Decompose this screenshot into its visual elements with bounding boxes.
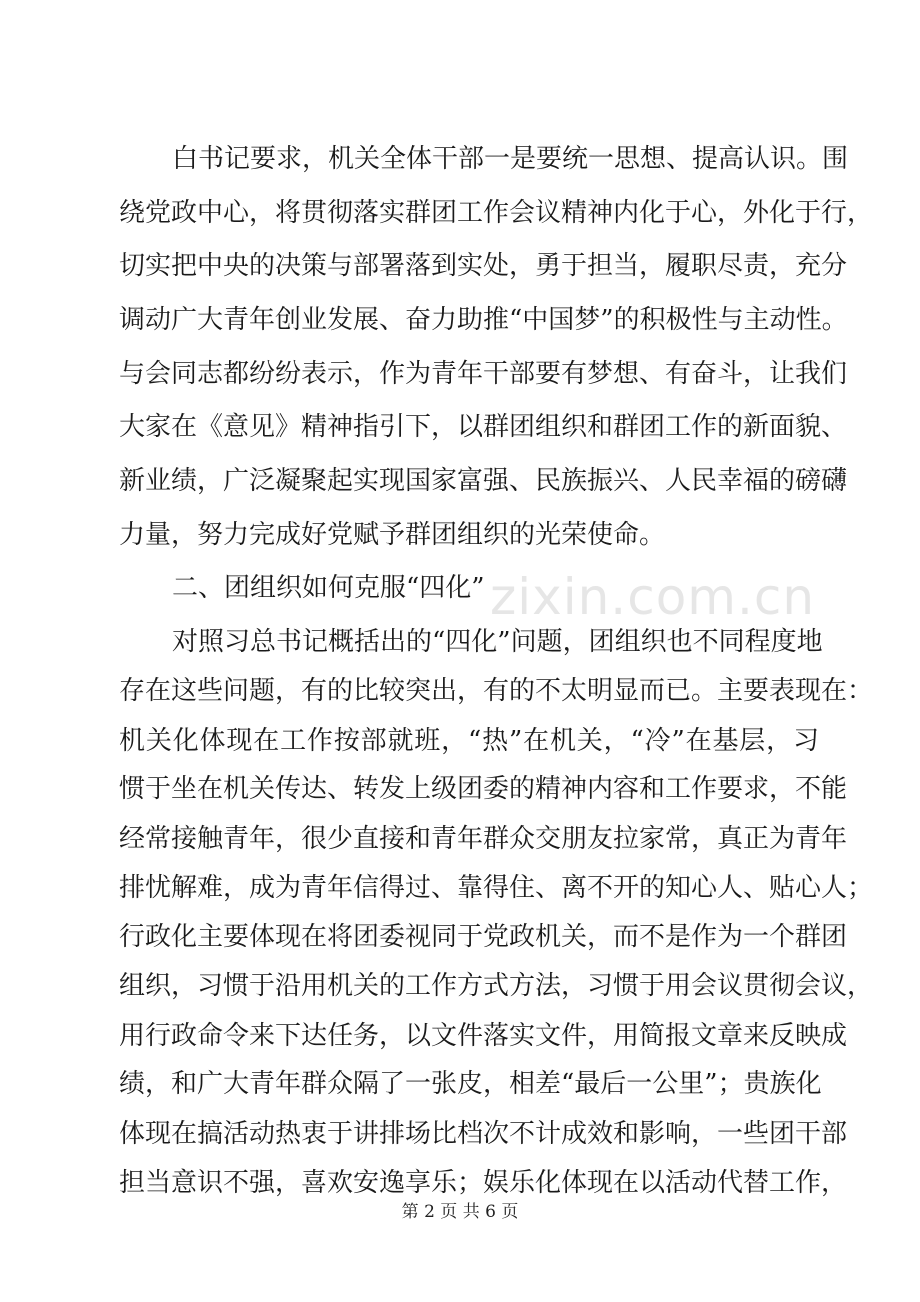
paragraph-2-line-3: 机关化体现在工作按部就班，“热”在机关，“冷”在基层，习 (119, 726, 819, 756)
watermark: zixin.com.cn (490, 568, 816, 626)
paragraph-1-line-6: 大家在《意见》精神指引下，以群团组织和群团工作的新面貌、 (119, 412, 848, 442)
paragraph-1-line-4: 调动广大青年创业发展、奋力助推“中国梦”的积极性与主动性。 (119, 305, 848, 335)
paragraph-2-line-6: 排忧解难，成为青年信得过、靠得住、离不开的知心人、贴心人； (119, 873, 874, 903)
paragraph-2-line-8: 组织，习惯于沿用机关的工作方式方法，习惯于用会议贯彻会议， (119, 971, 874, 1001)
paragraph-1-line-7: 新业绩，广泛凝聚起实现国家富强、民族振兴、人民幸福的磅礴 (119, 466, 848, 496)
paragraph-2-line-7: 行政化主要体现在将团委视同于党政机关，而不是作为一个群团 (119, 922, 848, 952)
paragraph-2-line-2: 存在这些问题，有的比较突出，有的不太明显而已。主要表现在： (119, 676, 874, 706)
paragraph-2-line-1: 对照习总书记概括出的“四化”问题，团组织也不同程度地 (172, 627, 823, 657)
page-number: 第 2 页 共 6 页 (401, 1202, 519, 1222)
paragraph-1-line-5: 与会同志都纷纷表示，作为青年干部要有梦想、有奋斗，让我们 (119, 359, 848, 389)
paragraph-2-line-4: 惯于坐在机关传达、转发上级团委的精神内容和工作要求，不能 (119, 774, 848, 804)
section-heading: 二、团组织如何克服“四化” (172, 573, 485, 603)
paragraph-2-line-12: 担当意识不强，喜欢安逸享乐；娱乐化体现在以活动代替工作， (119, 1168, 848, 1198)
paragraph-2-line-10: 绩，和广大青年群众隔了一张皮，相差“最后一公里”；贵族化 (119, 1069, 822, 1099)
paragraph-1-line-2: 绕党政中心，将贯彻落实群团工作会议精神内化于心，外化于行， (119, 198, 874, 228)
paragraph-2-line-9: 用行政命令来下达任务，以文件落实文件，用简报文章来反映成 (119, 1021, 848, 1051)
paragraph-1-line-1: 白书记要求，机关全体干部一是要统一思想、提高认识。围 (172, 144, 849, 174)
paragraph-1-line-8: 力量，努力完成好党赋予群团组织的光荣使命。 (119, 520, 666, 550)
paragraph-2-line-5: 经常接触青年，很少直接和青年群众交朋友拉家常，真正为青年 (119, 824, 848, 854)
paragraph-2-line-11: 体现在搞活动热衷于讲排场比档次不计成效和影响，一些团干部 (119, 1119, 848, 1149)
paragraph-1-line-3: 切实把中央的决策与部署落到实处，勇于担当，履职尽责，充分 (119, 251, 848, 281)
